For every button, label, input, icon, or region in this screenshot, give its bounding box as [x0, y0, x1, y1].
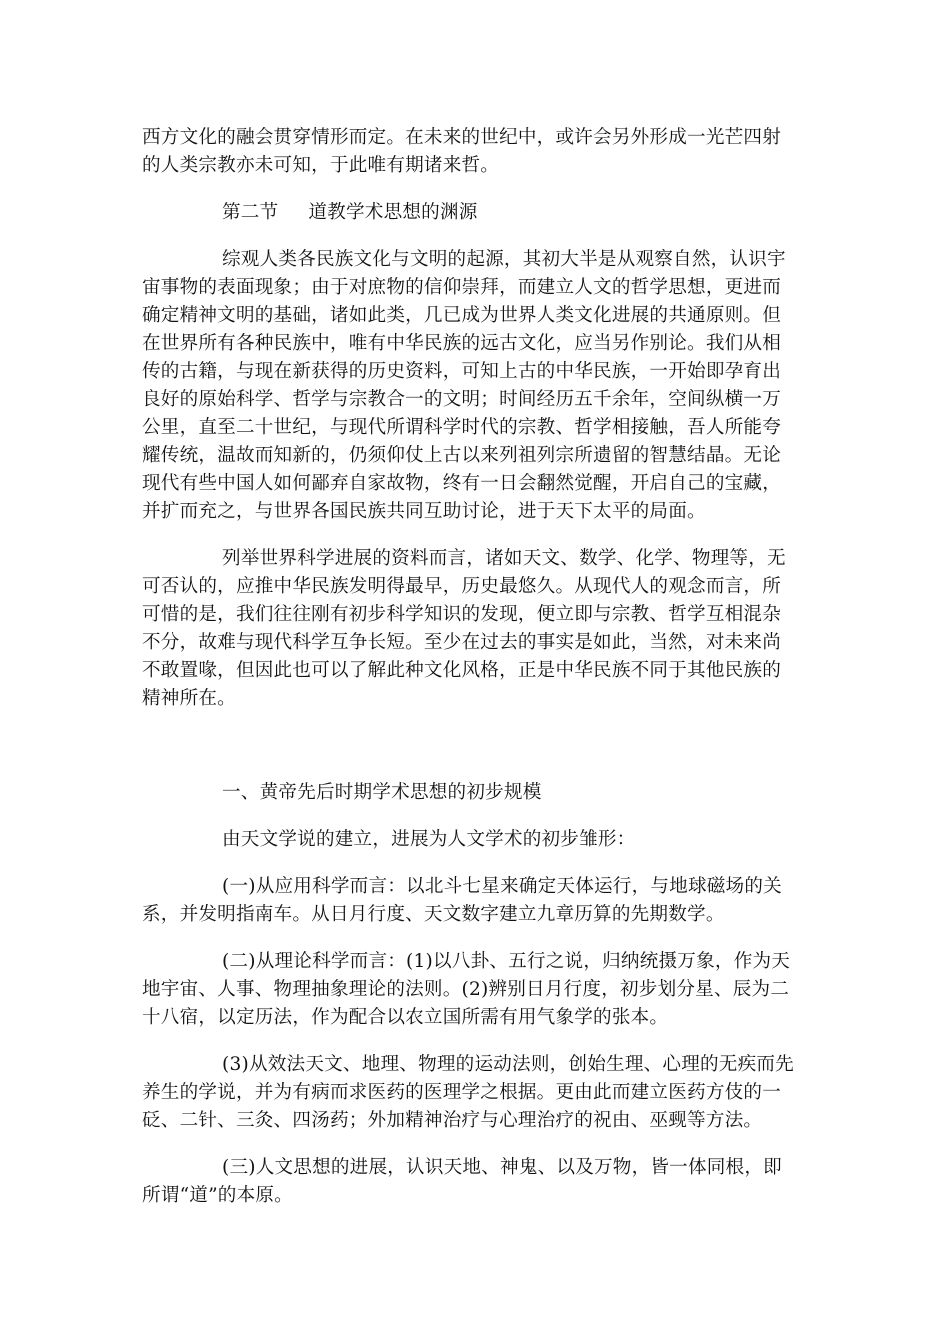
body-text-line: 列举世界科学进展的资料而言，诸如天文、数学、化学、物理等，无	[222, 548, 786, 569]
body-text-line: 地宇宙、人事、物理抽象理论的法则。(2)辨别日月行度，初步划分星、辰为二	[142, 979, 790, 1000]
body-text-line: 宙事物的表面现象；由于对庶物的信仰崇拜，而建立人文的哲学思想，更进而	[142, 277, 781, 298]
body-text-line: 养生的学说，并为有病而求医药的医理学之根据。更由此而建立医药方伎的一	[142, 1082, 781, 1103]
body-text-line: 耀传统，温故而知新的，仍须仰仗上古以来列祖列宗所遗留的智慧结晶。无论	[142, 445, 781, 466]
body-text-line: 系，并发明指南车。从日月行度、天文数字建立九章历算的先期数学。	[142, 904, 725, 925]
body-text-line: 不分，故难与现代科学互争长短。至少在过去的事实是如此，当然，对未来尚	[142, 632, 781, 653]
body-text-line: 确定精神文明的基础，诸如此类，几已成为世界人类文化进展的共通原则。但	[142, 305, 781, 326]
subsection-heading: 一、黄帝先后时期学术思想的初步规模	[222, 782, 542, 803]
body-text-line: 砭、二针、三灸、四汤药；外加精神治疗与心理治疗的祝由、巫觋等方法。	[142, 1110, 763, 1131]
body-text-line: 公里，直至二十世纪，与现代所谓科学时代的宗教、哲学相接触，吾人所能夸	[142, 417, 781, 438]
body-text-line: 良好的原始科学、哲学与宗教合一的文明；时间经历五千余年，空间纵横一万	[142, 389, 781, 410]
section-heading-title: 道教学术思想的渊源	[308, 202, 478, 223]
body-text-line: 十八宿，以定历法，作为配合以农立国所需有用气象学的张本。	[142, 1007, 669, 1028]
body-text-line: (二)从理论科学而言：(1)以八卦、五行之说，归纳统摄万象，作为天	[222, 951, 791, 972]
body-text-line: 的人类宗教亦未可知，于此唯有期诸来哲。	[142, 155, 500, 176]
body-text-line: 现代有些中国人如何鄙弃自家故物，终有一日会翻然觉醒，开启自己的宝藏，	[142, 473, 781, 494]
section-heading-number: 第二节	[222, 202, 279, 223]
body-text-line: (一)从应用科学而言：以北斗七星来确定天体运行，与地球磁场的关	[222, 876, 782, 897]
body-text-line: (3)从效法天文、地理、物理的运动法则，创始生理、心理的无疾而先	[222, 1054, 794, 1075]
body-text-line: 精神所在。	[142, 688, 236, 709]
body-text-line: 并扩而充之，与世界各国民族共同互助讨论，进于天下太平的局面。	[142, 501, 706, 522]
body-text-line: 由天文学说的建立，进展为人文学术的初步雏形：	[222, 829, 636, 850]
body-text-line: 所谓“道”的本原。	[142, 1185, 293, 1206]
section-heading	[222, 199, 894, 227]
body-text-line: (三)人文思想的进展，认识天地、神鬼、以及万物，皆一体同根，即	[222, 1157, 782, 1178]
body-text-line: 可惜的是，我们往往刚有初步科学知识的发现，便立即与宗教、哲学互相混杂	[142, 604, 781, 625]
body-text-line: 传的古籍，与现在新获得的历史资料，可知上古的中华民族，一开始即孕育出	[142, 361, 781, 382]
body-text-line: 可否认的，应推中华民族发明得最早，历史最悠久。从现代人的观念而言，所	[142, 576, 781, 597]
body-text-line: 在世界所有各种民族中，唯有中华民族的远古文化，应当另作别论。我们从相	[142, 333, 781, 354]
body-text-line: 综观人类各民族文化与文明的起源，其初大半是从观察自然，认识宇	[222, 249, 786, 270]
body-text-line: 西方文化的融会贯穿情形而定。在未来的世纪中，或许会另外形成一光芒四射	[142, 127, 781, 148]
body-text-line: 不敢置喙，但因此也可以了解此种文化风格，正是中华民族不同于其他民族的	[142, 660, 781, 681]
